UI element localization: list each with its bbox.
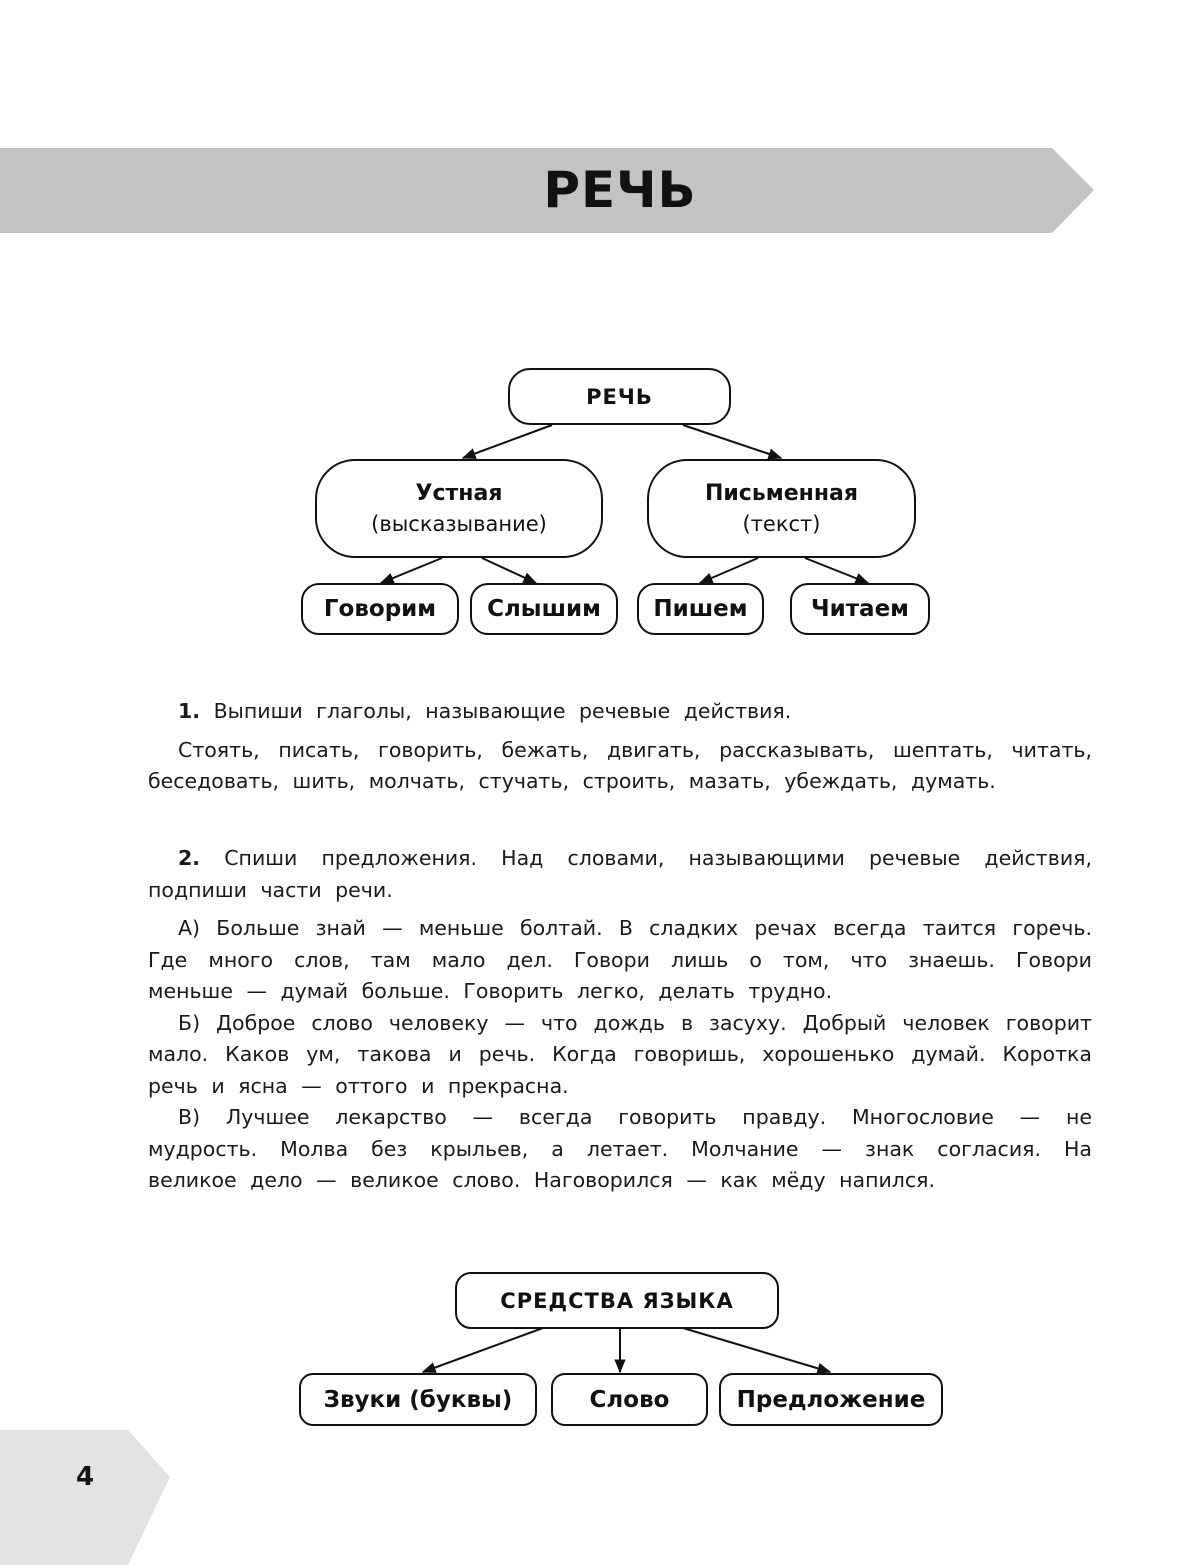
diagram-leaf-write [637,583,764,635]
exercise-2-instruction [148,843,1092,906]
language-root-label: СРЕДСТВА ЯЗЫКА [500,1288,734,1313]
arrow-oral-to-hear [482,558,536,583]
exercise-2-paragraph-a: А) Больше знай — меньше болтай. В сладких речах всегда таится горечь. Где много слов, там мало дел. Говори лишь о том, что знаешь. Говори меньше — думай больше. Говорить легко, делать трудно. [148,916,1092,1003]
exercise-1-instruction-text: Выпиши глаголы, называющие речевые действия. [213,699,792,723]
exercise-1 [148,696,1092,798]
diagram-node-written [647,459,916,558]
exercise-2-instruction-text: Спиши предложения. Над словами, называющими речевые действия, подпиши части речи. [148,846,1092,902]
arrow-root-to-oral [463,425,552,458]
diagram-leaf-read [790,583,930,635]
arrow-written-to-read [805,558,868,583]
diagram-root-label: РЕЧЬ [586,384,653,409]
diagram-leaf-sentence [719,1373,943,1426]
page-title: РЕЧЬ [543,161,697,219]
leaf-read-label: Читаем [811,596,909,622]
diagram-root-speech [508,368,731,425]
arrow-means-to-sounds [423,1328,543,1372]
exercise-2-number: 2. [178,846,201,870]
diagram-leaf-speak [301,583,459,635]
leaf-sounds-label: Звуки (буквы) [323,1386,513,1413]
node-written-subtitle: (текст) [742,512,821,536]
diagram-leaf-hear [470,583,618,635]
leaf-speak-label: Говорим [323,596,437,622]
diagram-leaf-word [551,1373,708,1426]
diagram-node-oral [315,459,603,558]
arrow-root-to-written [683,425,781,458]
exercise-1-number: 1. [178,699,201,723]
leaf-sentence-label: Предложение [736,1386,926,1413]
arrow-written-to-write [700,558,758,583]
exercise-2-paragraph-c: В) Лучшее лекарство — всегда говорить правду. Многословие — не мудрость. Молва без крыльев, а летает. Молчание — знак согласия. На великое дело — великое слово. Наговорился — как мёду напился. [148,1105,1092,1192]
exercise-1-instruction [148,696,1092,728]
node-oral-subtitle: (высказывание) [371,512,547,536]
node-written-title: Письменная [704,481,859,506]
diagram-root-language-means [455,1272,779,1329]
exercise-1-words: Стоять, писать, говорить, бежать, двигать, рассказывать, шептать, читать, беседовать, шить, молчать, стучать, строить, мазать, убеждать, думать. [148,737,1092,793]
node-oral-title: Устная [415,481,503,506]
diagram-leaf-sounds [299,1373,537,1426]
arrow-oral-to-speak [381,558,442,583]
leaf-word-label: Слово [589,1386,670,1413]
leaf-write-label: Пишем [653,596,748,622]
arrow-means-to-sentence [683,1328,830,1372]
leaf-hear-label: Слышим [487,596,601,622]
exercise-2-paragraph-b: Б) Доброе слово человеку — что дождь в засуху. Добрый человек говорит мало. Каков ум, такова и речь. Когда говоришь, хорошенько думай. Коротка речь и ясна — оттого и прекрасна. [148,1010,1092,1098]
exercise-2 [148,843,1092,1197]
page-number: 4 [76,1462,95,1492]
